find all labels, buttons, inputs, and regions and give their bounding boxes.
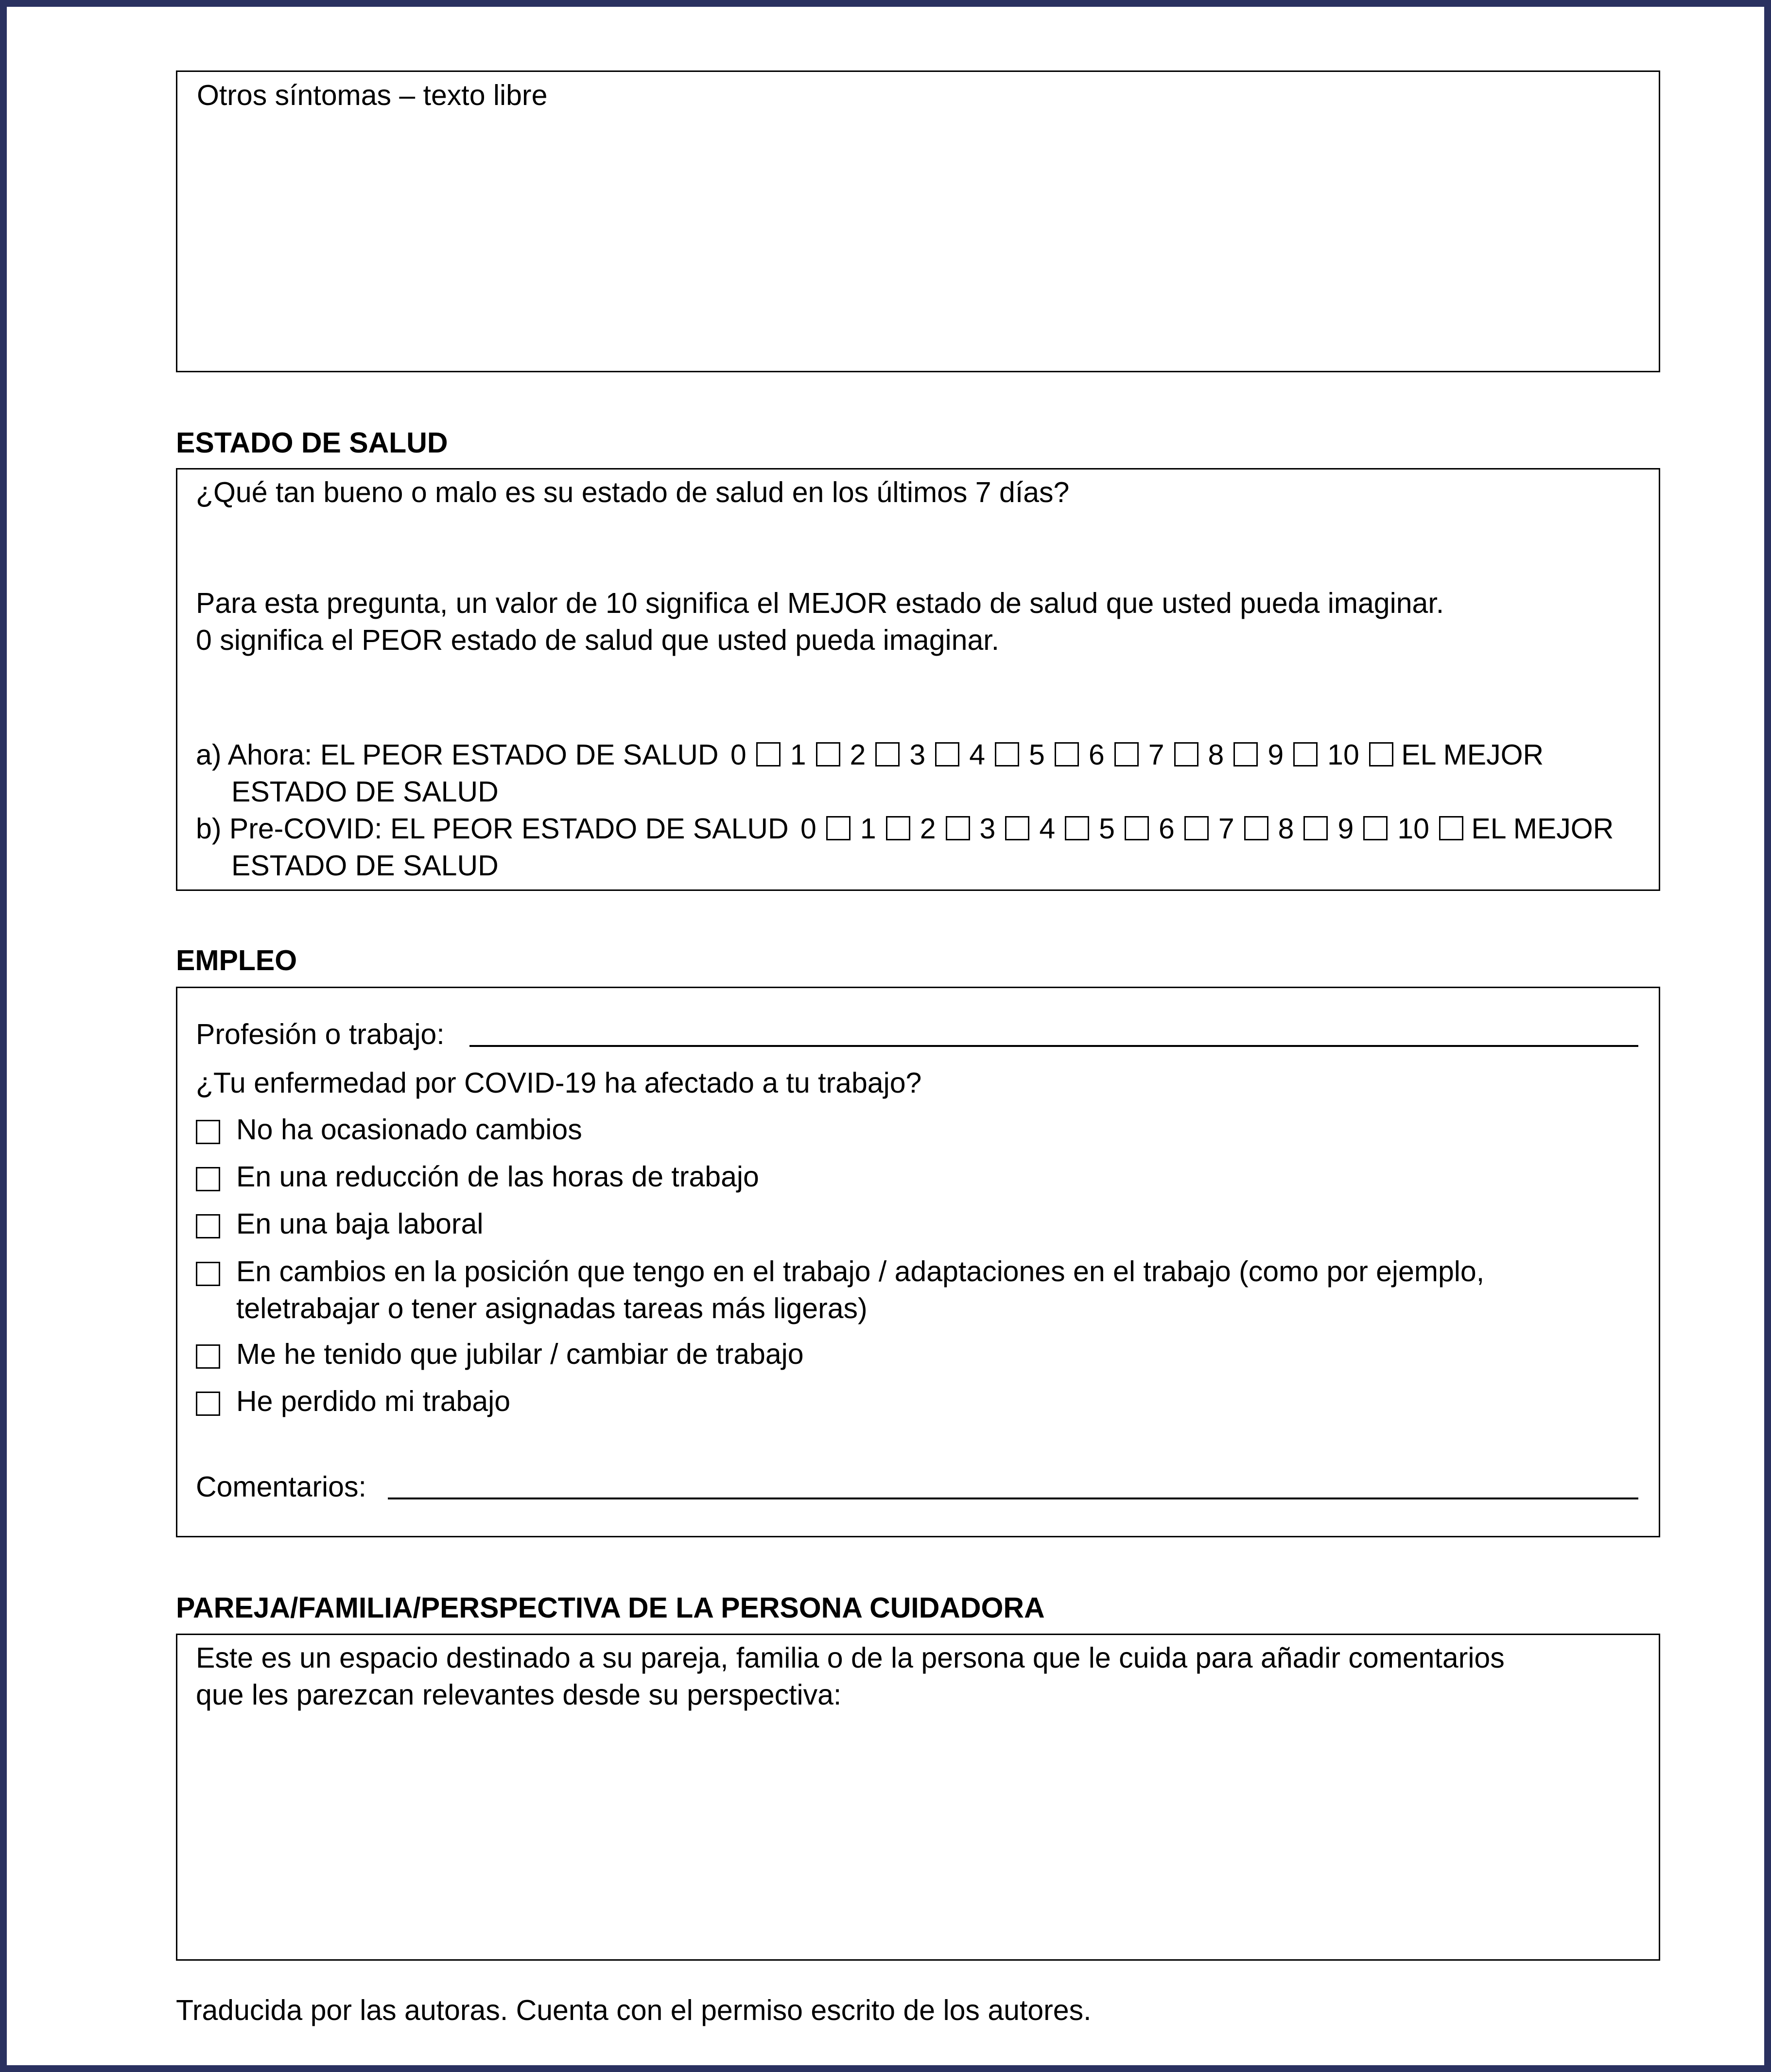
scale-pre-value-3: 3 [979, 813, 996, 845]
employment-heading: EMPLEO [176, 944, 297, 976]
scale-now-value-9: 9 [1267, 739, 1284, 771]
scale-now-value-2: 2 [850, 739, 866, 771]
scale-now-checkbox-8[interactable] [1233, 742, 1258, 766]
scale-pre-value-7: 7 [1218, 813, 1234, 845]
scale-now-value-3: 3 [909, 739, 926, 771]
scale-now-value-0: 0 [730, 739, 747, 771]
scale-pre-value-2: 2 [920, 813, 936, 845]
scale-pre-checkbox-5[interactable] [1125, 816, 1149, 840]
scale-pre-checkbox-0[interactable] [826, 816, 851, 840]
scale-now-value-10: 10 [1327, 739, 1359, 771]
option-label: Me he tenido que jubilar / cambiar de trabajo [236, 1338, 804, 1370]
health-state-heading: ESTADO DE SALUD [176, 427, 448, 459]
scale-pre-prefix: b) Pre-COVID: EL PEOR ESTADO DE SALUD [196, 813, 789, 845]
scale-now-checkbox-3[interactable] [935, 742, 959, 766]
scale-pre-value-10: 10 [1397, 813, 1429, 845]
scale-pre-checkbox-3[interactable] [1005, 816, 1029, 840]
scale-pre-checkbox-9[interactable] [1363, 816, 1388, 840]
other-symptoms-textarea[interactable] [176, 70, 1660, 372]
profession-label: Profesión o trabajo: [196, 1018, 445, 1050]
caregiver-intro-1: Este es un espacio destinado a su pareja, familia o de la persona que le cuida para añadir comentarios [196, 1642, 1505, 1674]
scale-pre-checkbox-8[interactable] [1303, 816, 1328, 840]
option-label: He perdido mi trabajo [236, 1385, 511, 1417]
health-state-question: ¿Qué tan bueno o malo es su estado de salud en los últimos 7 días? [196, 476, 1070, 508]
scale-pre-continuation: ESTADO DE SALUD [231, 850, 499, 882]
translation-note: Traducida por las autoras. Cuenta con el permiso escrito de los autores. [176, 1994, 1092, 2026]
checkbox-position-changes[interactable] [196, 1262, 220, 1286]
health-scale-now [196, 736, 1544, 773]
scale-now-value-7: 7 [1148, 739, 1164, 771]
option-label: En una baja laboral [236, 1208, 484, 1240]
scale-pre-checkbox-2[interactable] [946, 816, 970, 840]
scale-pre-value-4: 4 [1039, 813, 1056, 845]
scale-pre-value-5: 5 [1099, 813, 1115, 845]
profession-input[interactable] [469, 1045, 1638, 1047]
option-label: No ha ocasionado cambios [236, 1114, 582, 1146]
scale-pre-value-8: 8 [1278, 813, 1294, 845]
scale-now-checkbox-4[interactable] [995, 742, 1019, 766]
checkbox-sick-leave[interactable] [196, 1214, 220, 1238]
scale-pre-checkbox-1[interactable] [886, 816, 910, 840]
scale-now-checkbox-6[interactable] [1114, 742, 1139, 766]
scale-now-checkbox-9[interactable] [1293, 742, 1318, 766]
option-label-continuation: teletrabajar o tener asignadas tareas más ligeras) [236, 1292, 868, 1324]
scale-now-checkbox-2[interactable] [875, 742, 900, 766]
scale-now-checkbox-1[interactable] [816, 742, 840, 766]
other-symptoms-label: Otros síntomas – texto libre [197, 79, 548, 111]
scale-pre-checkbox-6[interactable] [1184, 816, 1209, 840]
checkbox-retire-change-job[interactable] [196, 1344, 220, 1369]
scale-now-value-6: 6 [1088, 739, 1105, 771]
scale-pre-value-1: 1 [860, 813, 876, 845]
checkbox-no-changes[interactable] [196, 1120, 220, 1144]
scale-pre-suffix: EL MEJOR [1471, 813, 1614, 845]
scale-now-continuation: ESTADO DE SALUD [231, 776, 499, 808]
comments-label: Comentarios: [196, 1471, 366, 1503]
caregiver-heading: PAREJA/FAMILIA/PERSPECTIVA DE LA PERSONA CUIDADORA [176, 1592, 1045, 1624]
scale-pre-value-9: 9 [1337, 813, 1354, 845]
scale-now-checkbox-7[interactable] [1174, 742, 1198, 766]
scale-pre-checkbox-4[interactable] [1065, 816, 1089, 840]
checkbox-lost-job[interactable] [196, 1392, 220, 1416]
scale-now-prefix: a) Ahora: EL PEOR ESTADO DE SALUD [196, 739, 719, 771]
health-state-instruction-2: 0 significa el PEOR estado de salud que usted pueda imaginar. [196, 624, 1000, 656]
option-label: En una reducción de las horas de trabajo [236, 1161, 759, 1193]
scale-now-value-5: 5 [1029, 739, 1045, 771]
scale-now-value-1: 1 [790, 739, 806, 771]
scale-now-checkbox-5[interactable] [1055, 742, 1079, 766]
scale-pre-value-6: 6 [1159, 813, 1175, 845]
scale-pre-checkbox-7[interactable] [1244, 816, 1268, 840]
health-state-instruction-1: Para esta pregunta, un valor de 10 significa el MEJOR estado de salud que usted pueda imaginar. [196, 587, 1444, 619]
employment-question: ¿Tu enfermedad por COVID-19 ha afectado a tu trabajo? [196, 1067, 922, 1099]
checkbox-reduced-hours[interactable] [196, 1167, 220, 1191]
scale-now-suffix: EL MEJOR [1401, 739, 1544, 771]
health-scale-pre-covid [196, 810, 1614, 847]
scale-now-checkbox-10[interactable] [1369, 742, 1393, 766]
comments-input[interactable] [388, 1497, 1638, 1499]
scale-now-checkbox-0[interactable] [756, 742, 781, 766]
option-label: En cambios en la posición que tengo en el trabajo / adaptaciones en el trabajo (como por ejemplo, [236, 1255, 1485, 1288]
caregiver-intro-2: que les parezcan relevantes desde su perspectiva: [196, 1679, 842, 1711]
scale-pre-checkbox-10[interactable] [1439, 816, 1463, 840]
scale-now-value-8: 8 [1208, 739, 1224, 771]
scale-pre-value-0: 0 [800, 813, 816, 845]
scale-now-value-4: 4 [969, 739, 986, 771]
